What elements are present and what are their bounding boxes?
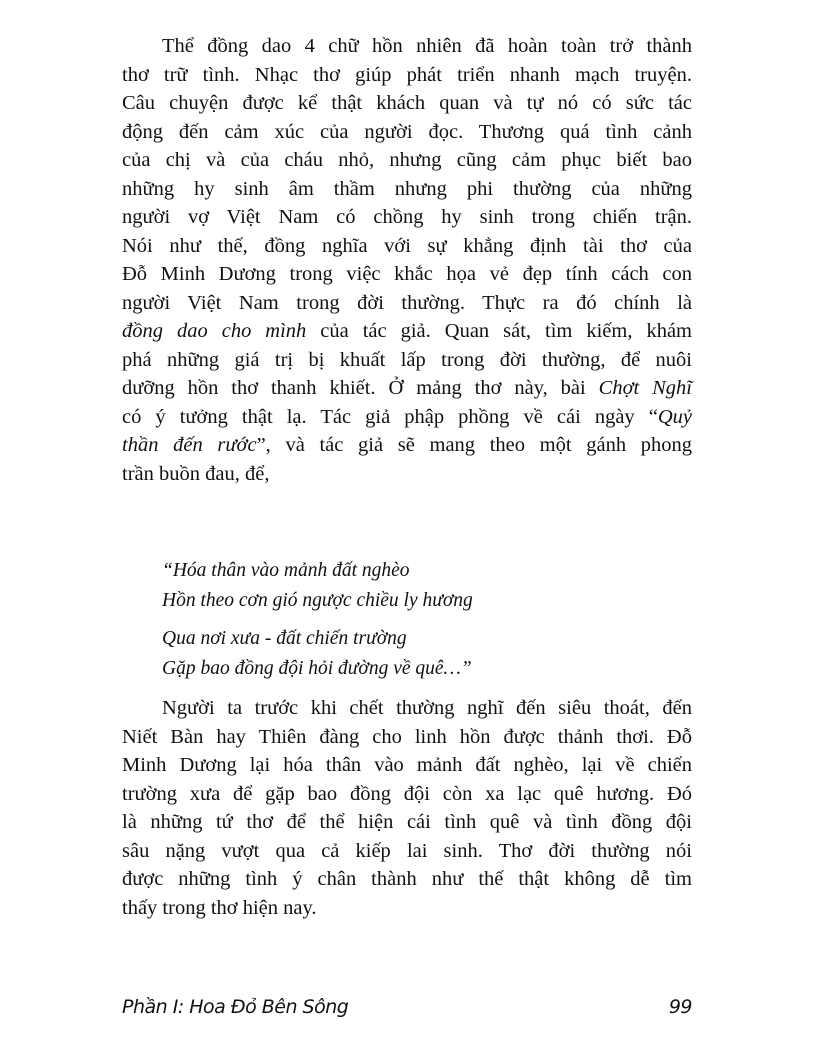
paragraph-1 bbox=[122, 32, 692, 488]
text-segment: Câu chuyện được kể thật khách quan và tự nó có sức tác bbox=[122, 92, 692, 114]
text-segment: những hy sinh âm thầm nhưng phi thường của những bbox=[122, 177, 692, 200]
text-line bbox=[122, 232, 692, 261]
text-line bbox=[122, 317, 692, 346]
text-segment: của chị và của cháu nhỏ, nhưng cũng cảm phục biết bao bbox=[122, 149, 692, 171]
text-line bbox=[122, 260, 692, 289]
text-line bbox=[122, 808, 692, 837]
text-line bbox=[122, 374, 692, 403]
running-footer-section: Phần I: Hoa Đỏ Bên Sông bbox=[122, 996, 349, 1018]
poem-line: Gặp bao đồng đội hỏi đường về quê…” bbox=[162, 658, 472, 679]
page-footer bbox=[122, 996, 692, 1018]
italic-text: thần đến rước bbox=[122, 434, 257, 456]
text-segment: được những tình ý chân thành như thế thật không dễ tìm bbox=[122, 868, 692, 890]
text-line bbox=[122, 403, 692, 432]
text-segment: có ý tưởng thật lạ. Tác giả phập phồng về cái ngày “ bbox=[122, 405, 658, 428]
text-line bbox=[122, 118, 692, 147]
text-line bbox=[122, 175, 692, 204]
text-segment: người Việt Nam trong đời thường. Thực ra đó chính là bbox=[122, 291, 692, 314]
text-line bbox=[122, 460, 692, 489]
text-line bbox=[122, 694, 692, 723]
text-segment: ”, và tác giả sẽ mang theo một gánh phong bbox=[256, 434, 692, 456]
text-segment: là những tứ thơ để thể hiện cái tình quê và tình đồng đội bbox=[122, 811, 692, 833]
poem-line: Hồn theo cơn gió ngược chiều ly hương bbox=[162, 590, 473, 611]
italic-text: đồng dao cho mình bbox=[122, 320, 307, 342]
text-segment: Đỗ Minh Dương trong việc khắc họa vẻ đẹp tính cách con bbox=[122, 263, 692, 285]
text-line bbox=[122, 894, 692, 923]
poem-quote bbox=[162, 556, 732, 684]
stanza-gap bbox=[162, 616, 732, 624]
text-line bbox=[122, 61, 692, 90]
text-segment: phá những giá trị bị khuất lấp trong đời thường, để nuôi bbox=[122, 348, 692, 371]
text-line bbox=[122, 203, 692, 232]
page-number: 99 bbox=[668, 996, 692, 1018]
text-line bbox=[122, 751, 692, 780]
italic-text: Quỷ bbox=[657, 405, 692, 428]
text-segment: động đến cảm xúc của người đọc. Thương quá tình cảnh bbox=[122, 120, 692, 143]
text-line bbox=[122, 865, 692, 894]
text-segment: thơ trữ tình. Nhạc thơ giúp phát triển nhanh mạch truyện. bbox=[122, 63, 692, 86]
text-line bbox=[122, 837, 692, 866]
text-line bbox=[122, 431, 692, 460]
text-segment: người vợ Việt Nam có chồng hy sinh trong chiến trận. bbox=[122, 206, 692, 228]
text-segment: trần buồn đau, để, bbox=[122, 462, 270, 485]
text-segment: trường xưa để gặp bao đồng đội còn xa lạc quê hương. Đó bbox=[122, 782, 692, 805]
poem-line: “Hóa thân vào mảnh đất nghèo bbox=[162, 560, 410, 581]
text-segment: của tác giả. Quan sát, tìm kiếm, khám bbox=[306, 320, 692, 342]
text-segment: Nói như thế, đồng nghĩa với sự khẳng định tài thơ của bbox=[122, 234, 692, 257]
text-line bbox=[122, 32, 692, 61]
paragraph-2 bbox=[122, 694, 692, 922]
text-line bbox=[122, 346, 692, 375]
text-segment: Minh Dương lại hóa thân vào mảnh đất nghèo, lại về chiến bbox=[122, 754, 692, 776]
italic-text: Chợt Nghĩ bbox=[598, 377, 692, 399]
text-line bbox=[122, 146, 692, 175]
text-segment: Người ta trước khi chết thường nghĩ đến siêu thoát, đến bbox=[162, 697, 692, 719]
text-line bbox=[122, 89, 692, 118]
text-segment: thấy trong thơ hiện nay. bbox=[122, 896, 317, 919]
text-segment: sâu nặng vượt qua cả kiếp lai sinh. Thơ đời thường nói bbox=[122, 839, 692, 862]
text-segment: Niết Bàn hay Thiên đàng cho linh hồn được thảnh thơi. Đỗ bbox=[122, 725, 692, 748]
text-line bbox=[122, 289, 692, 318]
text-segment: dưỡng hồn thơ thanh khiết. Ở mảng thơ này, bài bbox=[122, 377, 599, 399]
text-segment: Thể đồng dao 4 chữ hồn nhiên đã hoàn toàn trở thành bbox=[162, 35, 692, 57]
text-line bbox=[122, 723, 692, 752]
text-line bbox=[122, 780, 692, 809]
poem-line: Qua nơi xưa - đất chiến trường bbox=[162, 628, 407, 649]
